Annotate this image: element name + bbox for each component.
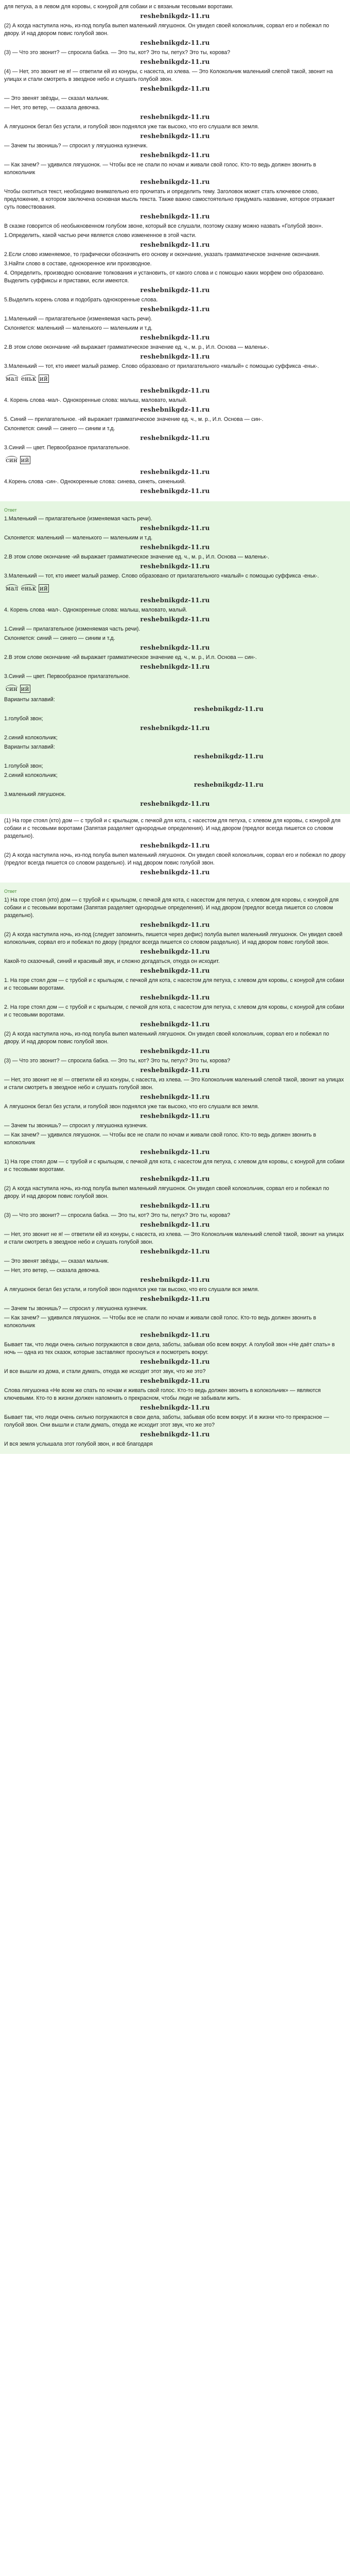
paragraph: 1.голубой звон; (4, 763, 43, 769)
watermark: reshebnikgdz-11.ru (140, 1093, 210, 1100)
paragraph: 1.Синий — прилагательное (изменяемая часть речи). (4, 626, 141, 632)
watermark: reshebnikgdz-11.ru (140, 1358, 210, 1365)
watermark: reshebnikgdz-11.ru (140, 306, 210, 313)
paragraph: 4.Корень слова -син-. Однокоренные слова: синева, синеть, синенький. (4, 479, 186, 485)
paragraph: 2.В этом слове окончание -ий выражает грамматическое значение ед. ч., м. р., И.п. Основа — маленьк-. (4, 344, 269, 350)
paragraph: 1.Определить, какой частью речи является слово измененное в этой части. (4, 232, 197, 239)
watermark: reshebnikgdz-11.ru (140, 178, 210, 185)
paragraph: 4. Корень слова -мал-. Однокоренные слова: малыш, маловато, малый. (4, 607, 187, 613)
watermark: reshebnikgdz-11.ru (140, 39, 210, 46)
paragraph: А лягушонок бегал без устали, и голубой звон поднялся уже так высоко, что его слушали вся земля. (4, 124, 259, 130)
paragraph: (2) А когда наступила ночь, из-под полуба выпел маленький лягушонок. Он увидел своей колокольчик, сорвал его и побежал по двору (предлог всегда пишется со словом раздельно). И над двором повис голубой звон. (4, 852, 346, 866)
watermark: reshebnikgdz-11.ru (140, 1112, 210, 1120)
paragraph: для петуха, а в левом для коровы, с конурой для собаки и с вязаным тесовыми воротами. (4, 4, 234, 10)
paragraph: 3.Синий — цвет. Первообразное прилагательное. (4, 445, 130, 451)
watermark: reshebnikgdz-11.ru (140, 921, 210, 928)
paragraph: 3.маленький лягушонок. (4, 791, 66, 798)
watermark: reshebnikgdz-11.ru (140, 1021, 210, 1028)
watermark: reshebnikgdz-11.ru (140, 468, 210, 476)
paragraph: 1.голубой звон; (4, 716, 43, 722)
morpheme-diagram (4, 454, 31, 465)
paragraph: 2.синий колокольчик; (4, 735, 58, 741)
paragraph: А лягушонок бегал без устали, и голубой звон поднялся уже так высоко, что его слушали вся земля. (4, 1286, 259, 1293)
morpheme-root: син (6, 456, 18, 464)
morpheme-ending: ий (39, 375, 48, 382)
paragraph: 3.Маленький — тот, кто имеет малый размер. Слово образовано от прилагательного «малый» с помощью суффикса -еньк-. (4, 573, 319, 579)
paragraph: 1) На горе стоял (кто) дом — с трубой и с крыльцом, с печкой для кота, с насестом для петуха, с хлевом для коровы, с конурой для собаки и с тесовыми воротами (Запятая разделяет однородные определения). И над двором (предлог всегда пишется со словом раздельно). (4, 897, 339, 919)
section-s4 (0, 883, 350, 1454)
watermark: reshebnikgdz-11.ru (140, 406, 210, 413)
watermark: reshebnikgdz-11.ru (140, 241, 210, 248)
watermark: reshebnikgdz-11.ru (140, 1377, 210, 1384)
paragraph: Бывает так, что люди очень сильно погружаются в свои дела, заботы, забывая обо всем вокруг. А голубой звон «Не даёт спать» в ночь — одна из тех сказок, которые заставляют проснуться и посмотреть вокруг. (4, 1342, 335, 1355)
watermark: reshebnikgdz-11.ru (194, 781, 264, 788)
morpheme-diagram (4, 583, 50, 594)
watermark: reshebnikgdz-11.ru (140, 85, 210, 92)
paragraph: 5.Выделить корень слова и подобрать однокоренные слова. (4, 297, 158, 303)
watermark: reshebnikgdz-11.ru (140, 800, 210, 807)
watermark: reshebnikgdz-11.ru (140, 434, 210, 442)
watermark: reshebnikgdz-11.ru (140, 1148, 210, 1156)
watermark: reshebnikgdz-11.ru (140, 644, 210, 651)
paragraph: 1) На горе стоял дом — с трубой и с крыльцом, с печкой для кота, с насестом для петуха, с хлевом для коровы, с конурой для собаки и с тесовыми воротами. (4, 1159, 345, 1173)
morpheme-ending: ий (39, 585, 48, 592)
watermark: reshebnikgdz-11.ru (140, 12, 210, 20)
paragraph: 2.синий колокольчик; (4, 772, 58, 778)
paragraph: Варианты заглавий: (4, 744, 55, 750)
paragraph: Склоняется: синий — синего — синим и т.д. (4, 635, 115, 641)
paragraph: — Это звенят звёзды, — сказал мальчик. (4, 95, 109, 101)
watermark: reshebnikgdz-11.ru (140, 132, 210, 140)
paragraph: 3.Маленький — тот, кто имеет малый размер. Слово образовано от прилагательного «малый» с помощью суффикса -еньк-. (4, 363, 319, 369)
paragraph: (3) — Что это звонит? — спросила бабка. — Это ты, кот? Это ты, петух? Это ты, корова? (4, 49, 231, 56)
paragraph: 3.Найти слово в составе, однокоренное или производное. (4, 261, 152, 267)
paragraph: Слова лягушонка «Не всем же спать по ночам и живать свой голос. Кто-то ведь должен звонить в колокольчик» — являются ключевыми. Кто-то в жизни должен напомнить о прекрасном, чтобы люди не забывали жить. (4, 1387, 321, 1401)
paragraph: — Как зачем? — удивился лягушонок. — Чтобы все не спали по ночам и живали свой голос. Кто-то ведь должен звонить в колокольчик (4, 1132, 317, 1146)
answer-label: Ответ (4, 889, 17, 894)
paragraph: (4) — Нет, это звонит не я! — ответили ей из конуры, с насеста, из хлева. — Это Колокольчик маленький слепой такой, звонит на улицах и стали смотреть в звездное небо и слушать голубой звон. (4, 69, 333, 82)
paragraph: Бывает так, что люди очень сильно погружаются в свои дела, заботы, забывая обо всем вокруг. И в жизни что-то прекрасное — голубой звон. Они вышли и стали думать, откуда же исходит этот звук, что же это? (4, 1414, 329, 1428)
watermark: reshebnikgdz-11.ru (140, 1295, 210, 1302)
paragraph: (2) А когда наступила ночь, из-под (следует запомнить, пишется через дефис) полуба выпел маленький лягушонок. Он увидел своей колокольчик, сорвал его и побежал по двору (предлог всегда пишется со словом раздельно). И над двором повис голубой звон. (4, 931, 343, 945)
answer-label: Ответ (4, 507, 17, 513)
paragraph: 1.Маленький — прилагательное (изменяемая часть речи). (4, 516, 152, 522)
watermark: reshebnikgdz-11.ru (140, 1047, 210, 1055)
paragraph: И вся земля услышала этот голубой звон, и всё благодаря (4, 1441, 153, 1447)
morpheme-suffix: еньк (21, 375, 37, 382)
paragraph: (3) — Что это звонит? — спросила бабка. — Это ты, кот? Это ты, петух? Это ты, корова? (4, 1212, 231, 1218)
paragraph: (2) А когда наступила ночь, из-под полуба выпел маленький лягушонок. Он увидел своей колокольчик, сорвал его и побежал по двору. И над двором повис голубой звон. (4, 23, 329, 37)
watermark: reshebnikgdz-11.ru (140, 387, 210, 394)
watermark: reshebnikgdz-11.ru (140, 524, 210, 532)
watermark: reshebnikgdz-11.ru (140, 563, 210, 570)
paragraph: 2.Если слово изменяемое, то графически обозначить его основу и окончание, указать грамматическое значение окончания. (4, 251, 320, 258)
watermark: reshebnikgdz-11.ru (140, 1066, 210, 1074)
watermark: reshebnikgdz-11.ru (140, 544, 210, 551)
paragraph: 3.Синий — цвет. Первообразное прилагательное. (4, 673, 130, 680)
paragraph: 2. На горе стоял дом — с трубой и с крыльцом, с печкой для кота, с насестом для петуха, с хлевом для коровы, с конурой для собаки и с тесовыми воротами. (4, 1004, 344, 1018)
paragraph: (3) — Что это звонит? — спросила бабка. — Это ты, кот? Это ты, петух? Это ты, корова? (4, 1058, 231, 1064)
watermark: reshebnikgdz-11.ru (140, 1221, 210, 1228)
paragraph: — Как зачем? — удивился лягушонок. — Чтобы все не спали по ночам и живали свой голос. Кто-то ведь должен звонить в колокольчик (4, 1315, 317, 1329)
paragraph: — Как зачем? — удивился лягушонок. — Чтобы все не спали по ночам и живали свой голос. Кто-то ведь должен звонить в колокольчик (4, 162, 317, 176)
morpheme-root: мал (6, 375, 19, 382)
watermark: reshebnikgdz-11.ru (140, 842, 210, 849)
watermark: reshebnikgdz-11.ru (140, 1202, 210, 1209)
paragraph: Склоняется: маленький — маленького — маленьким и т.д. (4, 535, 153, 541)
watermark: reshebnikgdz-11.ru (140, 58, 210, 65)
paragraph: Склоняется: синий — синего — синим и т.д. (4, 426, 115, 432)
morpheme-diagram (4, 683, 31, 694)
watermark: reshebnikgdz-11.ru (140, 967, 210, 974)
paragraph: 4. Корень слова -мал-. Однокоренные слова: малыш, маловато, малый. (4, 397, 187, 403)
watermark: reshebnikgdz-11.ru (140, 597, 210, 604)
paragraph: (2) А когда наступила ночь, из-под полуба выпел маленький лягушонок. Он увидел своей колокольчик, сорвал его и побежал по двору. И над двором повис голубой звон. (4, 1185, 329, 1199)
paragraph: Склоняется: маленький — маленького — маленьким и т.д. (4, 325, 153, 331)
paragraph: А лягушонок бегал без устали, и голубой звон поднялся уже так высоко, что его слушали вся земля. (4, 1104, 259, 1110)
watermark: reshebnikgdz-11.ru (140, 213, 210, 220)
morpheme-diagram (4, 373, 50, 384)
watermark: reshebnikgdz-11.ru (140, 1331, 210, 1338)
paragraph: 1.Маленький — прилагательное (изменяемая часть речи). (4, 316, 152, 322)
watermark: reshebnikgdz-11.ru (140, 151, 210, 159)
watermark: reshebnikgdz-11.ru (140, 616, 210, 623)
watermark: reshebnikgdz-11.ru (140, 994, 210, 1001)
watermark: reshebnikgdz-11.ru (140, 286, 210, 294)
watermark: reshebnikgdz-11.ru (140, 1175, 210, 1182)
morpheme-ending: ий (21, 456, 29, 464)
morpheme-root: син (6, 685, 18, 692)
watermark: reshebnikgdz-11.ru (140, 663, 210, 670)
paragraph: И все вышли из дома, и стали думать, откуда же исходит этот звук, что же это? (4, 1368, 206, 1375)
paragraph: — Зачем ты звонишь? — спросил у лягушонка кузнечик. (4, 1123, 148, 1129)
watermark: reshebnikgdz-11.ru (140, 353, 210, 360)
paragraph: (2) А когда наступила ночь, из-под полуба выпел маленький лягушонок. Он увидел своей колокольчик, сорвал его и побежал по двору. И над двором повис голубой звон. (4, 1031, 329, 1045)
paragraph: — Нет, это ветер, — сказала девочка. (4, 1267, 100, 1274)
paragraph: — Нет, это звонит не я! — ответили ей из конуры, с насеста, из хлева. — Это Колокольчик маленький слепой такой, звонит на улицах и стали смотреть в звездное небо и слушать голубой звон. (4, 1231, 344, 1245)
watermark: reshebnikgdz-11.ru (140, 487, 210, 495)
morpheme-root: мал (6, 585, 19, 592)
section-s1 (0, 0, 350, 501)
paragraph: — Это звенят звёзды, — сказал мальчик. (4, 1258, 109, 1264)
paragraph: Какой-то сказочный, синий и красивый звук, и сложно догадаться, откуда он исходит. (4, 958, 220, 964)
watermark: reshebnikgdz-11.ru (194, 705, 264, 713)
section-s2 (0, 501, 350, 814)
watermark: reshebnikgdz-11.ru (140, 1404, 210, 1411)
watermark: reshebnikgdz-11.ru (140, 948, 210, 955)
section-s3 (0, 814, 350, 883)
paragraph: — Нет, это ветер, — сказала девочка. (4, 105, 100, 111)
paragraph: — Зачем ты звонишь? — спросил у лягушонка кузнечик. (4, 1306, 148, 1312)
watermark: reshebnikgdz-11.ru (140, 724, 210, 732)
paragraph: Варианты заглавий: (4, 697, 55, 703)
watermark: reshebnikgdz-11.ru (140, 1248, 210, 1255)
paragraph: — Нет, это звонит не я! — ответили ей из конуры, с насеста, из хлева. — Это Колокольчик маленький слепой такой, звонит на улицах и стали смотреть в звездное небо и слушать голубой звон. (4, 1077, 344, 1091)
morpheme-ending: ий (21, 685, 29, 692)
paragraph: 1. На горе стоял дом — с трубой и с крыльцом, с печкой для кота, с насестом для петуха, с хлевом для коровы, с конурой для собаки и с тесовыми воротами. (4, 977, 344, 991)
paragraph: 2.В этом слове окончание -ий выражает грамматическое значение ед. ч., м. р., И.п. Основа — син-. (4, 654, 257, 660)
watermark: reshebnikgdz-11.ru (140, 334, 210, 341)
watermark: reshebnikgdz-11.ru (140, 1431, 210, 1438)
morpheme-suffix: еньк (21, 585, 37, 592)
paragraph: — Зачем ты звонишь? — спросил у лягушонка кузнечик. (4, 143, 148, 149)
paragraph: В сказке говорится об необыкновенном голубом звоне, который все слушали, поэтому сказку можно назвать «Голубой звон». (4, 223, 323, 229)
watermark: reshebnikgdz-11.ru (194, 753, 264, 760)
paragraph: 4. Определить, производно основание толкования и установить, от какого слова и с помощью каких морфем оно образовано. Выделить суффиксы и приставки, если имеются. (4, 270, 324, 284)
paragraph: Чтобы охотиться текст, необходимо внимательно его прочитать и определить тему. Заголовок может стать ключевое слово, предложение, в котором заключена основная мысль текста. Также важно самостоятельно придумать название, которое отражает суть повествования. (4, 189, 335, 210)
paragraph: (1) На горе стоял (кто) дом — с трубой и с крыльцом, с печкой для кота, с насестом для петуха, с хлевом для коровы, с конурой для собаки и с тесовыми воротами (Запятая разделяет однородные определения). И над двором (предлог всегда пишется со словом раздельно). (4, 818, 341, 839)
watermark: reshebnikgdz-11.ru (140, 1276, 210, 1283)
paragraph: 5. Синий — прилагательное. -ий выражает грамматическое значение ед. ч., м. р., И.п. Основа — син-. (4, 416, 264, 422)
watermark: reshebnikgdz-11.ru (140, 113, 210, 121)
watermark: reshebnikgdz-11.ru (140, 869, 210, 876)
paragraph: 2.В этом слове окончание -ий выражает грамматическое значение ед. ч., м. р., И.п. Основа — маленьк-. (4, 554, 269, 560)
